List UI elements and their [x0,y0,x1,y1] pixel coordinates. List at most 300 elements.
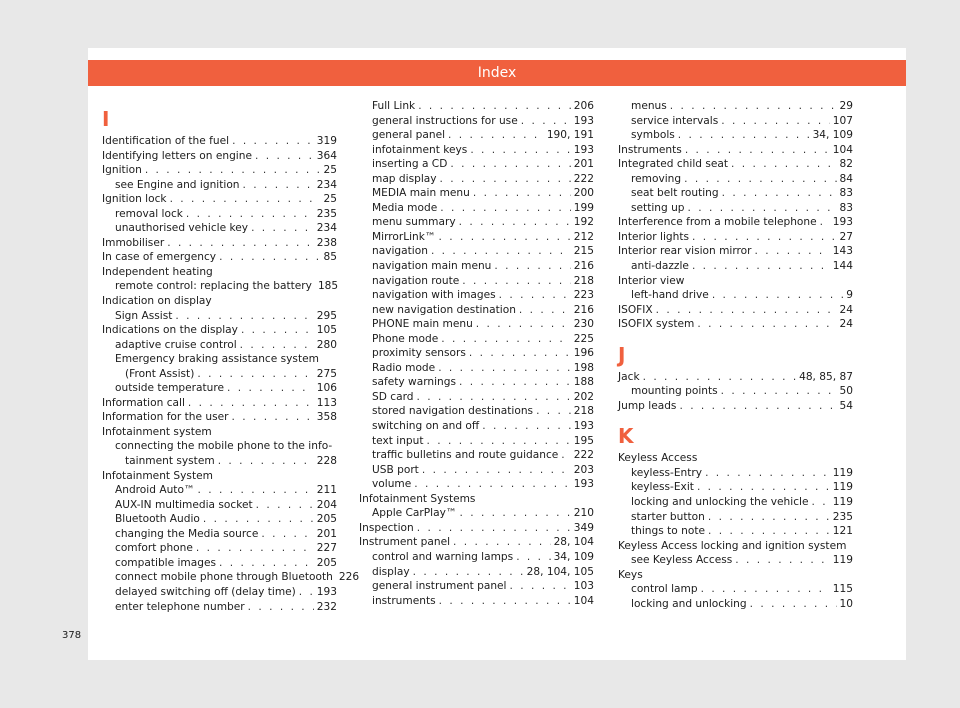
index-entry-page: 29 [839,100,853,112]
index-entry-label: Interference from a mobile telephone [618,216,817,229]
index-entry-label: navigation with images [372,289,496,302]
index-entry-page: 106 [316,382,337,395]
dot-leader [439,594,571,609]
index-entry-label: Sign Assist [115,309,173,322]
index-entry-page: 205 [316,513,337,526]
index-entry-label: Apple CarPlay™ [372,507,457,520]
index-entry-page: 25 [323,193,337,206]
index-column-right [618,99,853,611]
index-entry-page: 119 [832,496,853,509]
index-entry-page: 121 [832,525,853,538]
index-entry-page: 230 [573,318,594,331]
index-entry-label: USB port [372,463,419,476]
dot-leader [462,274,570,289]
index-entry [359,172,594,187]
index-entry [359,303,594,318]
index-entry-page: 84 [839,172,853,185]
dot-leader [167,236,314,251]
dot-leader [219,250,320,265]
index-entry [359,259,594,274]
dot-leader [416,390,570,405]
index-entry-page: 24 [839,303,853,316]
index-entry-label: Jump leads [618,399,677,412]
index-entry-page: 196 [573,347,594,360]
index-entry-label: see Engine and ignition [115,178,240,191]
index-entry-label: Identification of the fuel [102,135,230,147]
index-entry-page: 143 [832,245,853,258]
index-entry [359,201,594,216]
dot-leader [453,535,551,550]
index-entry-label: text input [372,434,424,447]
index-entry [102,585,337,600]
dot-leader [685,143,830,158]
index-entry-page: 234 [316,222,337,235]
index-entry-page: 188 [573,376,594,389]
index-entry-label: locking and unlocking [631,597,747,610]
dot-leader [697,480,830,495]
index-entry [102,483,337,498]
index-entry-page: 212 [573,230,594,243]
dot-leader [656,303,837,318]
index-entry-page: 104 [832,143,853,156]
index-entry-label: menus [631,100,667,112]
index-entry-label: service intervals [631,114,719,127]
index-entry-label: navigation route [372,274,460,287]
index-entry [359,492,594,507]
index-entry-label: see Keyless Access [631,554,733,567]
index-entry-page: 119 [832,466,853,479]
index-entry-page: 193 [573,143,594,156]
dot-leader [701,582,830,597]
index-entry-label: Bluetooth Audio [115,513,200,526]
index-entry [359,390,594,405]
index-entry [102,352,337,367]
index-entry-label: Identifying letters on engine [102,149,252,162]
index-entry [618,597,853,612]
index-entry-page: 205 [316,556,337,569]
index-entry-page: 295 [316,309,337,322]
index-entry [359,448,594,463]
index-entry-label: instruments [372,594,436,607]
index-entry-label: keyless-Entry [631,466,703,479]
index-entry-label: navigation [372,245,428,258]
index-entry-label: delayed switching off (delay time) [115,585,296,598]
index-entry-label: locking and unlocking the vehicle [631,496,809,509]
index-entry-label: In case of emergency [102,251,217,264]
dot-leader [431,244,571,259]
index-entry-label: Full Link [372,100,416,112]
index-entry-page: 198 [573,361,594,374]
index-entry-page: 85 [323,251,337,264]
index-entry [102,265,337,280]
index-entry-page: 83 [839,187,853,200]
index-entry-label: control lamp [631,583,698,596]
dot-leader [722,186,837,201]
index-entry-page: 144 [832,260,853,273]
index-entry-page: 28, 104 [553,536,594,549]
index-entry-page: 232 [316,600,337,613]
index-entry-page: 228 [316,455,337,468]
dot-leader [438,361,571,376]
dot-leader [175,309,313,324]
index-entry-page: 216 [573,303,594,316]
index-entry-label: unauthorised vehicle key [115,222,249,235]
index-entry [359,434,594,449]
index-entry-page: 210 [573,507,594,520]
dot-leader [188,396,314,411]
index-entry-label: Independent heating [102,265,213,278]
index-entry-label: Information call [102,396,185,409]
index-entry-label: menu summary [372,216,456,229]
index-entry [102,556,337,571]
index-entry-page: 34, 109 [812,129,853,142]
dot-leader [482,419,571,434]
dot-leader [414,477,571,492]
dot-leader [422,463,571,478]
dot-leader [459,215,571,230]
index-entry-page: 199 [573,201,594,214]
index-entry-label: display [372,565,410,578]
index-entry-label: compatible images [115,556,217,569]
index-entry [102,338,337,353]
index-entry-page: 211 [316,484,337,497]
index-entry [618,114,853,129]
index-entry-label: Inspection [359,521,414,534]
dot-leader [439,230,571,245]
index-entry [618,128,853,143]
dot-leader [459,375,571,390]
index-entry [359,477,594,492]
index-entry-page: 201 [316,527,337,540]
index-entry [102,600,337,615]
index-entry-label: map display [372,172,437,185]
index-entry [618,451,853,466]
index-entry [359,244,594,259]
dot-leader [198,483,314,498]
index-entry-label: Interior view [618,274,685,287]
section-letter-i: I [102,107,110,131]
index-entry [618,399,853,414]
index-entry [102,512,337,527]
index-entry-page: 223 [573,289,594,302]
index-entry-page: 54 [839,399,853,412]
dot-leader [721,384,837,399]
index-entry [618,172,853,187]
page-title: Index [477,65,517,81]
dot-leader [721,114,830,129]
index-entry-page: 222 [573,172,594,185]
dot-leader [256,498,314,513]
index-entry-page: 103 [573,580,594,593]
index-entry-page: 227 [316,542,337,555]
index-entry [102,570,360,585]
dot-leader [186,207,314,222]
index-entry [102,527,337,542]
dot-leader [499,288,571,303]
dot-leader [251,221,314,236]
index-entry [102,410,337,425]
dot-leader [811,495,829,510]
index-entry-label: SD card [372,390,414,403]
index-entry [618,384,853,399]
index-entry [618,143,853,158]
index-entry-label: Radio mode [372,361,436,374]
index-entry-page: 48, 85, 87 [799,370,853,383]
dot-leader [203,512,314,527]
index-entry-page: 225 [573,332,594,345]
dot-leader [441,332,571,347]
index-entry-page: 201 [573,158,594,171]
index-entry-label: general instructions for use [372,114,518,127]
index-entry-label: Indications on the display [102,324,238,337]
index-entry [359,317,594,332]
index-entry-page: 104 [573,594,594,607]
index-entry [618,99,853,114]
index-entry-page: 319 [316,135,337,147]
dot-leader [218,454,314,469]
dot-leader [519,303,571,318]
index-entry [618,288,853,303]
index-entry-page: 200 [573,187,594,200]
dot-leader [735,553,830,568]
index-entry [618,215,853,230]
index-entry-label: AUX-IN multimedia socket [115,498,253,511]
index-entry-page: 105 [316,324,337,337]
index-entry [359,288,594,303]
index-entry-label: things to note [631,525,706,538]
index-entry [618,274,853,289]
dot-leader [299,585,314,600]
index-entry [618,230,853,245]
index-entry-page: 358 [316,411,337,424]
index-entry-label: general panel [372,129,446,142]
dot-leader [510,579,571,594]
index-entry [102,469,337,484]
dot-leader [197,367,313,382]
dot-leader [469,346,571,361]
index-entry [102,294,337,309]
dot-leader [231,410,313,425]
dot-leader [448,128,544,143]
index-entry-page: 222 [573,449,594,462]
dot-leader [418,99,571,114]
index-entry-page: 215 [573,245,594,258]
dot-leader [450,157,570,172]
index-entry-page: 185 [317,280,339,293]
index-entry-label: ISOFIX [618,303,653,316]
dot-leader [688,201,837,216]
index-entry-page: 115 [832,583,853,596]
index-entry [359,579,594,594]
index-entry-label: MirrorLink™ [372,230,436,243]
index-entry-label: mounting points [631,385,718,398]
index-entry [618,201,853,216]
dot-leader [459,506,570,521]
dot-leader [708,524,830,539]
index-entry-label: safety warnings [372,376,456,389]
dot-leader [536,404,571,419]
index-entry [359,361,594,376]
index-entry [102,439,337,454]
index-entry-label: Immobiliser [102,236,165,249]
index-entry-label: (Front Assist) [125,367,195,380]
index-entry-label: Infotainment System [102,469,213,482]
index-entry [359,230,594,245]
index-entry-label: Media mode [372,201,438,214]
index-entry [618,186,853,201]
index-column-middle [359,99,594,608]
index-entry-page: 218 [573,405,594,418]
index-entry [618,510,853,525]
index-entry-page: 192 [573,216,594,229]
index-entry-label: seat belt routing [631,187,719,200]
index-entry-label: setting up [631,201,685,214]
index-entry [618,495,853,510]
index-entry-label: Interior lights [618,230,690,243]
index-entry-label: anti-dazzle [631,260,689,273]
index-entry-page: 193 [832,216,853,229]
index-entry [359,419,594,434]
index-entry-label: switching on and off [372,420,480,433]
dot-leader [692,259,830,274]
dot-leader [708,510,830,525]
index-entry-label: removing [631,172,682,185]
index-entry-page: 193 [573,478,594,491]
index-entry [359,521,594,536]
dot-leader [521,114,571,129]
index-entry [618,370,853,385]
dot-leader [243,178,314,193]
index-entry [102,250,337,265]
index-entry [102,163,337,178]
index-entry-page: 364 [316,149,337,162]
index-entry [359,535,594,550]
index-entry-label: symbols [631,129,675,142]
index-entry [359,565,594,580]
index-entry-page: 206 [573,100,594,112]
dot-leader [427,434,571,449]
index-entry [359,274,594,289]
index-entry-label: remote control: replacing the battery [115,280,312,293]
index-entry-page: 190, 191 [546,129,594,142]
index-entry-page: 9 [846,289,853,302]
index-entry-page: 27 [839,230,853,243]
index-entry-label: removal lock [115,207,183,220]
index-entry-label: Indication on display [102,295,212,308]
index-entry [618,259,853,274]
index-entry-page: 107 [832,114,853,127]
index-entry-page: 235 [832,510,853,523]
dot-leader [670,99,837,114]
index-entry-label: proximity sensors [372,347,466,360]
dot-leader [643,370,797,385]
page-number: 378 [62,630,82,641]
index-entry [102,541,337,556]
dot-leader [241,323,314,338]
index-entry-label: infotainment keys [372,143,468,156]
index-entry [102,207,337,222]
index-entry-page: 218 [573,274,594,287]
dot-leader [731,157,836,172]
dot-leader [684,172,836,187]
index-entry [359,594,594,609]
dot-leader [232,134,314,149]
index-entry [102,279,337,294]
index-entry-page: 203 [573,463,594,476]
index-entry-page: 83 [839,201,853,214]
index-entry [618,466,853,481]
index-entry [359,215,594,230]
index-entry [618,317,853,332]
dot-leader [473,186,571,201]
index-entry-label: Ignition lock [102,193,167,206]
index-entry-label: traffic bulletins and route guidance [372,449,559,462]
dot-leader [196,541,314,556]
index-entry-page: 202 [573,390,594,403]
index-entry [102,149,337,164]
index-entry [359,114,594,129]
index-entry [618,582,853,597]
index-entry-label: general instrument panel [372,580,507,593]
index-entry-page: 28, 104, 105 [526,565,594,578]
index-entry [102,178,337,193]
index-entry-label: inserting a CD [372,158,448,171]
dot-leader [470,143,570,158]
index-entry [102,396,337,411]
index-entry-page: 280 [316,338,337,351]
index-entry-label: Infotainment system [102,425,212,438]
index-entry-page: 193 [573,114,594,127]
index-entry [102,236,337,251]
index-entry-label: Integrated child seat [618,158,729,171]
index-entry-page: 50 [839,385,853,398]
index-entry [618,303,853,318]
index-entry-page: 204 [316,498,337,511]
dot-leader [417,521,571,536]
index-entry [359,404,594,419]
index-entry-label: comfort phone [115,542,193,555]
index-entry [618,480,853,495]
index-entry [618,244,853,259]
index-entry [102,192,337,207]
index-entry [359,157,594,172]
index-entry [359,550,594,565]
index-entry-label: Infotainment Systems [359,492,476,505]
index-entry-label: Interior rear vision mirror [618,245,752,258]
dot-leader [750,597,837,612]
page-header [88,60,906,86]
dot-leader [820,215,830,230]
index-entry-label: Keyless Access [618,452,698,465]
index-entry-label: Instruments [618,143,682,156]
dot-leader [755,244,830,259]
index-entry [102,498,337,513]
index-entry [359,186,594,201]
index-entry-page: 349 [573,521,594,534]
index-entry-label: keyless-Exit [631,481,694,494]
index-entry-page: 25 [323,164,337,177]
index-entry [618,553,853,568]
index-entry [102,425,337,440]
index-entry-page: 238 [316,236,337,249]
index-entry-label: Jack [618,370,640,383]
index-entry-label: ISOFIX system [618,318,695,331]
dot-leader [476,317,571,332]
index-entry-label: Keyless Access locking and ignition system [618,539,847,552]
index-entry-page: 234 [316,178,337,191]
index-entry-label: adaptive cruise control [115,338,237,351]
index-entry-page: 275 [316,367,337,380]
